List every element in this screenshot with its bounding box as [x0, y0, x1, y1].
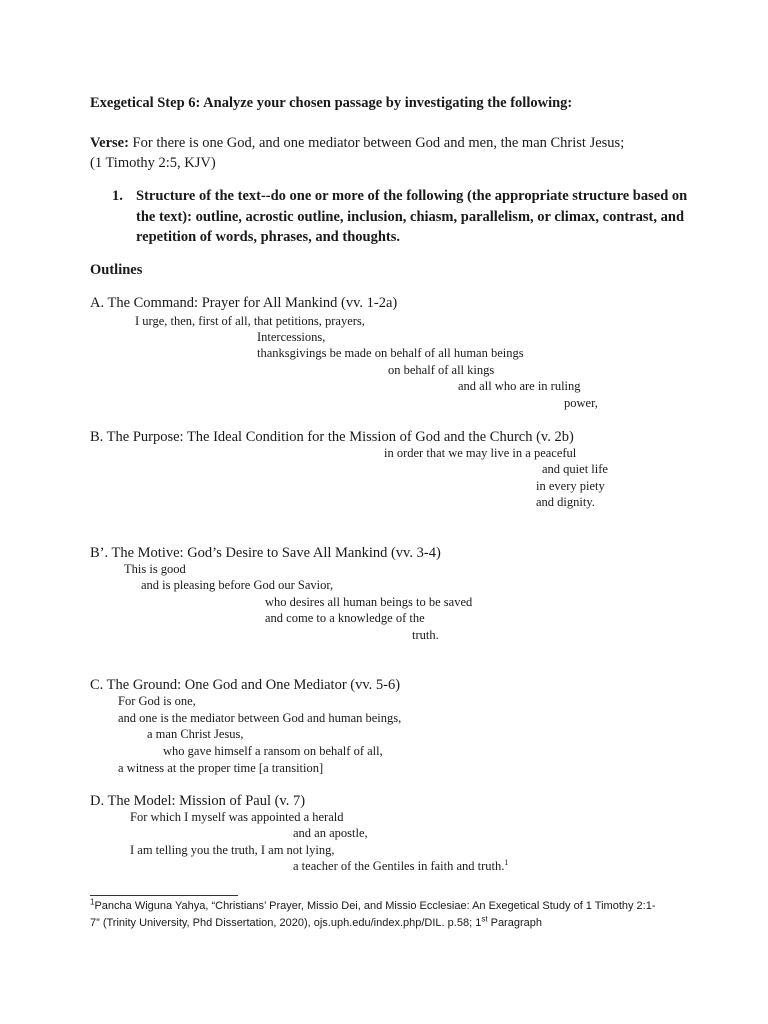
- section-b-line: and quiet life: [542, 462, 608, 476]
- structure-item-number: 1.: [112, 188, 123, 204]
- section-d-line: For which I myself was appointed a herald: [130, 810, 344, 824]
- section-c-title: C. The Ground: One God and One Mediator (vv. 5-6): [90, 677, 401, 693]
- footnote-text: Pancha Wiguna Yahya, “Christians’ Prayer, Missio Dei, and Missio Ecclesiae: An Exegetical Study of 1 Timothy 2:1-: [94, 900, 656, 912]
- section-c-line: and one is the mediator between God and human beings,: [118, 711, 402, 725]
- section-d-line-text: a teacher of the Gentiles in faith and truth.: [293, 859, 505, 873]
- section-a-line: power,: [564, 396, 598, 410]
- section-b-prime-line: This is good: [124, 562, 186, 576]
- section-a-line: Intercessions,: [257, 330, 326, 344]
- section-c-line: who gave himself a ransom on behalf of all,: [163, 744, 383, 758]
- section-b-prime-line: who desires all human beings to be saved: [265, 595, 473, 609]
- section-b-prime-line: truth.: [412, 628, 439, 642]
- section-b-prime-line: and is pleasing before God our Savior,: [141, 578, 334, 592]
- verse-label: Verse:: [90, 135, 129, 151]
- section-a-line: I urge, then, first of all, that petitions, prayers,: [135, 314, 365, 328]
- section-a-title: A. The Command: Prayer for All Mankind (vv. 1-2a): [90, 295, 398, 311]
- verse-text: For there is one God, and one mediator between God and men, the man Christ Jesus;: [128, 135, 625, 151]
- footnote-separator: [90, 895, 238, 896]
- verse-reference: (1 Timothy 2:5, KJV): [90, 155, 216, 171]
- section-b-prime-title: B’. The Motive: God’s Desire to Save All Mankind (vv. 3-4): [90, 545, 441, 561]
- section-b-line: and dignity.: [536, 495, 595, 509]
- section-c-line: a man Christ Jesus,: [147, 727, 244, 741]
- section-d-title: D. The Model: Mission of Paul (v. 7): [90, 793, 306, 809]
- footnote-ordinal: st: [481, 914, 488, 924]
- section-b-line: in order that we may live in a peaceful: [384, 446, 577, 460]
- footnote-marker: 1: [90, 897, 95, 907]
- section-c-line: a witness at the proper time [a transition]: [118, 761, 324, 775]
- footnote-reference[interactable]: 1: [504, 857, 509, 867]
- section-a-line: and all who are in ruling: [458, 379, 581, 393]
- footnote-text: Paragraph: [487, 917, 542, 929]
- section-d-line: I am telling you the truth, I am not lying,: [130, 843, 335, 857]
- footnote-text: 7” (Trinity University, Phd Dissertation, 2020), ojs.uph.edu/index.php/DIL. p.58; 1: [90, 917, 482, 929]
- footnote-line: [90, 915, 542, 932]
- section-b-line: in every piety: [536, 479, 605, 493]
- section-d-line: [293, 859, 508, 874]
- section-b-prime-line: and come to a knowledge of the: [265, 611, 425, 625]
- verse-line: [90, 135, 624, 152]
- section-c-line: For God is one,: [118, 694, 196, 708]
- structure-item-text: Structure of the text--do one or more of the following (the appropriate structure based on the text): outline, acrostic outline, inclusion, chiasm, parallelism, or climax, contrast, and repetition of words, phrases, and thoughts.: [136, 188, 688, 245]
- section-b-title: B. The Purpose: The Ideal Condition for the Mission of God and the Church (v. 2b): [90, 429, 574, 445]
- section-a-line: thanksgivings be made on behalf of all human beings: [257, 346, 524, 360]
- page-heading: Exegetical Step 6: Analyze your chosen passage by investigating the following:: [90, 95, 573, 111]
- outlines-label: Outlines: [90, 262, 143, 278]
- section-a-line: on behalf of all kings: [388, 363, 495, 377]
- section-d-line: and an apostle,: [293, 826, 368, 840]
- footnote-line: [90, 898, 656, 915]
